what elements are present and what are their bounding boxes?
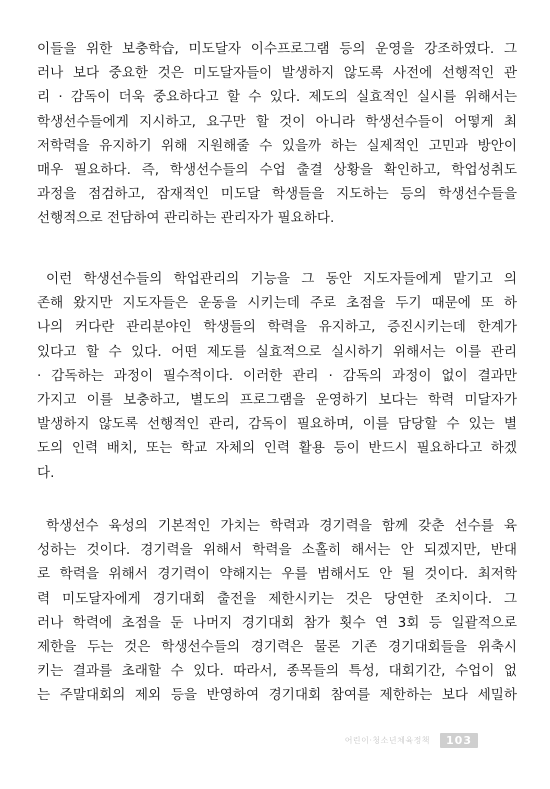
paragraph-3 <box>37 514 517 708</box>
text-line: 는 주말대회의 제외 등을 반영하여 경기대회 참여를 제한하는 보다 세밀하 <box>37 687 517 704</box>
text-line: 키는 결과를 초래할 수 있다. 따라서, 종목들의 특성, 대회기간, 수업이 없 <box>37 663 517 680</box>
text-line: 존해 왔지만 지도자들은 운동을 시키는데 주로 초점을 두기 때문에 또 하 <box>37 295 517 312</box>
text-line: 있다고 할 수 있다. 어떤 제도를 실효적으로 실시하기 위해서는 이를 관리 <box>37 343 517 360</box>
text-line: 러나 보다 중요한 것은 미도달자들이 발생하지 않도록 사전에 선행적인 관 <box>37 65 517 82</box>
text-line: 나의 커다란 관리분야인 학생들의 학력을 유지하고, 증진시키는데 한계가 <box>37 319 517 336</box>
text-line: 제한을 두는 것은 학생선수들의 경기력은 물론 기존 경기대회들을 위축시 <box>37 638 517 655</box>
text-line: 로 학력을 위해서 경기력이 약해지는 우를 범해서도 안 될 것이다. 최저학 <box>37 566 517 583</box>
text-line: 과정을 점검하고, 잠재적인 미도달 학생들을 지도하는 등의 학생선수들을 <box>37 186 517 203</box>
text-line: 러나 학력에 초점을 둔 나머지 경기대회 참가 횟수 연 3회 등 일괄적으로 <box>37 614 517 631</box>
text-line: 가지고 이를 보충하고, 별도의 프로그램을 운영하기 보다는 학력 미달자가 <box>37 391 517 408</box>
text-line: 저학력을 유지하기 위해 지원해줄 수 있을까 하는 실제적인 고민과 방안이 <box>37 137 517 154</box>
text-line: 매우 필요하다. 즉, 학생선수들의 수업 출결 상황을 확인하고, 학업성취도 <box>37 161 517 178</box>
text-line: 학생선수들에게 지시하고, 요구만 할 것이 아니라 학생선수들이 어떻게 최 <box>37 113 517 130</box>
footer-source: 어린이·청소년체육정책 <box>344 735 431 745</box>
text-line: 다. <box>37 464 55 481</box>
text-line: 이들을 위한 보충학습, 미도달자 이수프로그램 등의 운영을 강조하였다. 그 <box>37 41 517 57</box>
text-line: 선행적으로 전담하여 관리하는 관리자가 필요하다. <box>37 210 335 227</box>
page-number: 103 <box>440 733 478 748</box>
text-line: 력 미도달자에게 경기대회 출전을 제한시키는 것은 당연한 조치이다. 그 <box>37 590 517 607</box>
text-line: 학생선수 육성의 기본적인 가치는 학력과 경기력을 함께 갖춘 선수를 육 <box>46 518 517 534</box>
page-footer <box>345 732 478 748</box>
text-line: 이런 학생선수들의 학업관리의 기능을 그 동안 지도자들에게 맡기고 의 <box>46 271 517 287</box>
paragraph-2 <box>37 267 517 485</box>
text-line: 성하는 것이다. 경기력을 위해서 학력을 소홀히 해서는 안 되겠지만, 반대 <box>37 542 517 559</box>
text-line: 발생하지 않도록 선행적인 관리, 감독이 필요하며, 이를 담당할 수 있는 별 <box>37 416 517 433</box>
text-line: 리 · 감독이 더욱 중요하다고 할 수 있다. 제도의 실효적인 실시를 위해서는 <box>37 89 517 106</box>
text-line: · 감독하는 과정이 필수적이다. 이러한 관리 · 감독의 과정이 없이 결과만 <box>37 367 517 384</box>
text-line: 도의 인력 배치, 또는 학교 자체의 인력 활용 등이 반드시 필요하다고 하겠 <box>37 440 517 457</box>
paragraph-1 <box>37 37 517 231</box>
